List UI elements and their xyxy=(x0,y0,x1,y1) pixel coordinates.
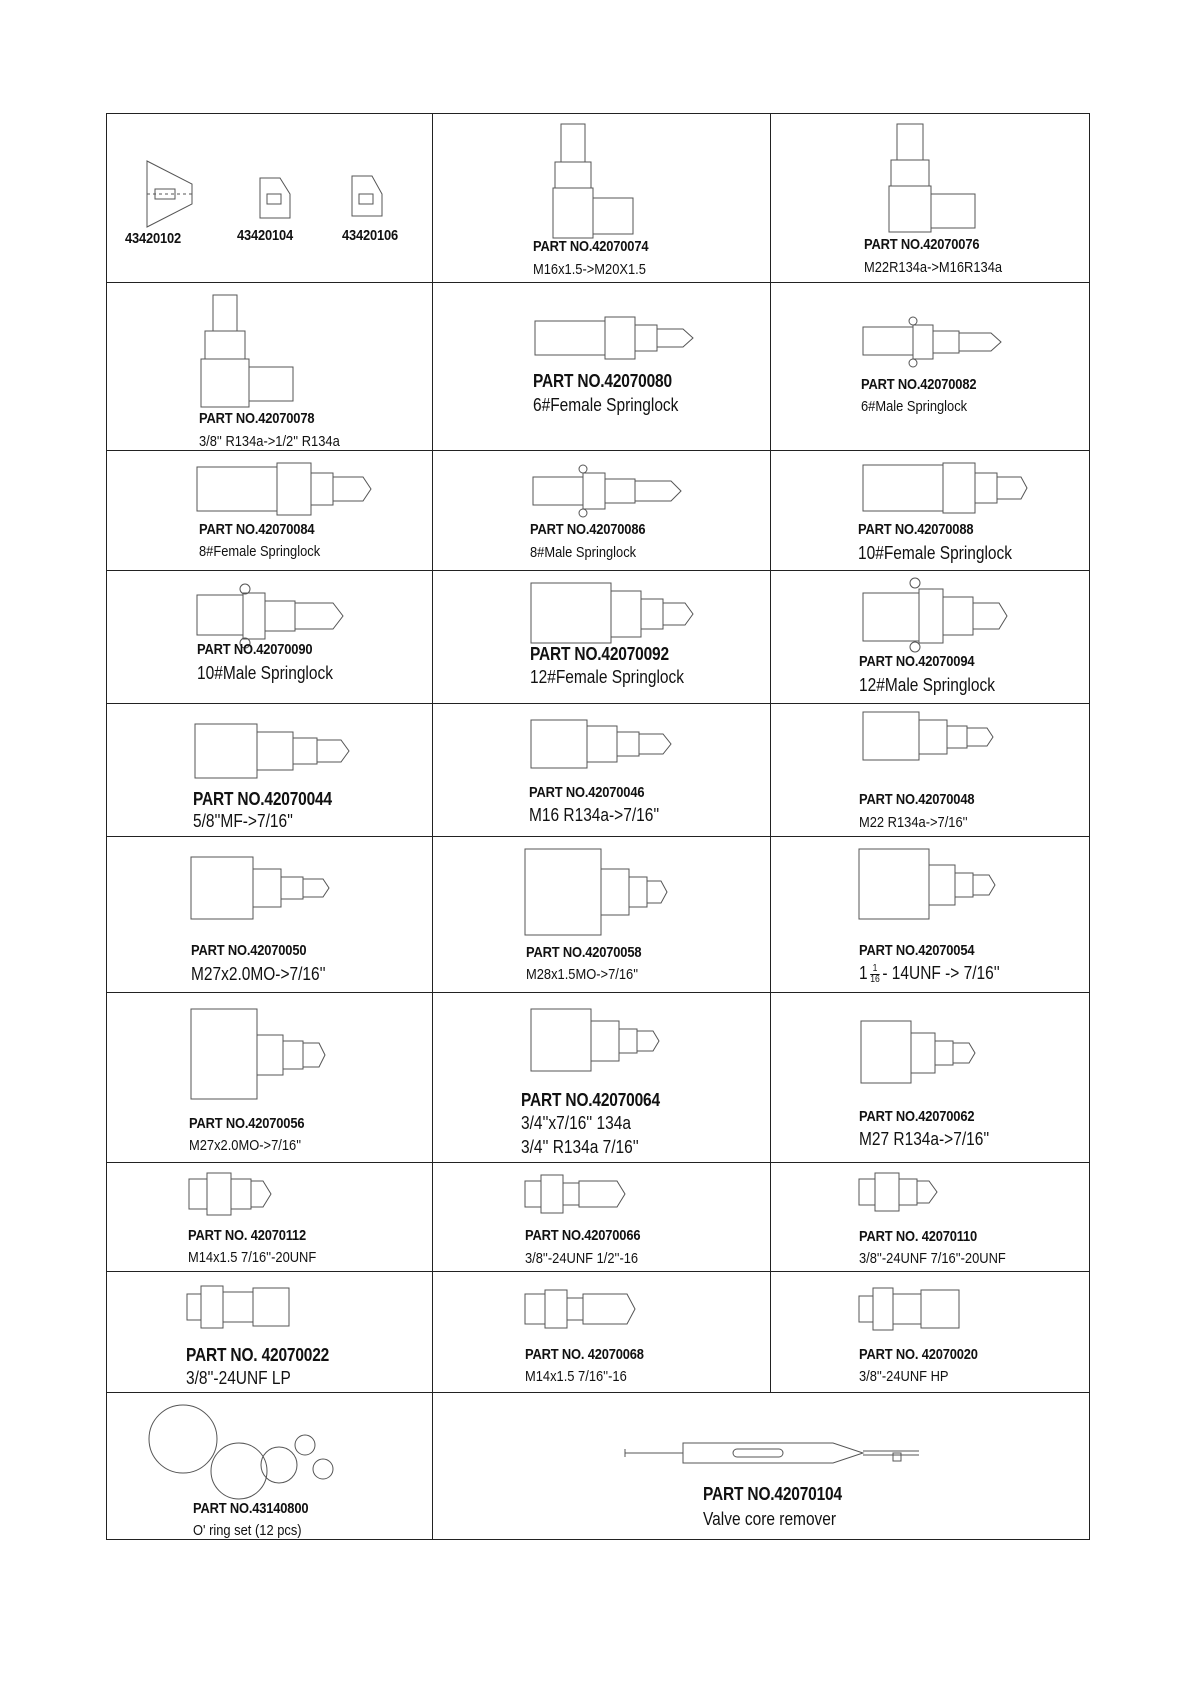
table-row xyxy=(107,1163,1089,1272)
female-springlock-drawing xyxy=(195,459,375,519)
table-cell xyxy=(432,704,770,836)
female-springlock-drawing xyxy=(533,313,703,363)
part-number: PART NO.42070076 xyxy=(864,236,980,253)
table-cell xyxy=(432,993,770,1162)
table-cell xyxy=(107,837,432,992)
table-row xyxy=(107,1272,1089,1393)
adapter-drawing xyxy=(193,716,353,786)
table-cell xyxy=(432,1393,1089,1539)
part-number: PART NO.42070078 xyxy=(199,410,315,427)
part-description: 3/4''x7/16'' 134a xyxy=(521,1113,631,1133)
quick-coupler-lp-drawing xyxy=(185,1282,295,1332)
part-description: M16 R134a->7/16'' xyxy=(529,805,660,825)
adapter-drawing xyxy=(189,1005,339,1105)
table-cell xyxy=(770,1272,1089,1392)
part-number: PART NO.42070084 xyxy=(199,521,315,538)
table-cell xyxy=(432,283,770,450)
table-cell xyxy=(432,571,770,703)
part-number: PART NO.42070086 xyxy=(530,521,646,538)
adapter-drawing xyxy=(861,708,1001,768)
part-number: PART NO.42070074 xyxy=(533,238,649,255)
desc-suffix: - 14UNF -> 7/16'' xyxy=(882,963,1000,983)
flare-adapter-drawing xyxy=(857,1169,947,1215)
table-cell xyxy=(107,1163,432,1271)
part-number: PART NO.42070090 xyxy=(197,641,313,658)
table-cell xyxy=(107,114,432,282)
fraction-numerator: 1 xyxy=(872,962,878,974)
table-cell xyxy=(770,283,1089,450)
part-number: PART NO.42070050 xyxy=(191,942,307,959)
adapter-drawing xyxy=(189,849,339,929)
valve-core-remover-drawing xyxy=(623,1433,923,1473)
female-springlock-drawing xyxy=(529,577,699,653)
part-description: 3/8''-24UNF 7/16''-20UNF xyxy=(859,1250,1006,1267)
part-description: 6#Female Springlock xyxy=(533,395,679,415)
table-cell xyxy=(107,704,432,836)
table-cell xyxy=(770,571,1089,703)
table-cell xyxy=(432,837,770,992)
part-number: 43420106 xyxy=(342,227,399,244)
table-cell xyxy=(107,993,432,1162)
adapter-drawing xyxy=(529,1003,669,1079)
part-description: M14x1.5 7/16''-16 xyxy=(525,1368,627,1385)
table-cell xyxy=(770,451,1089,570)
adapter-drawing xyxy=(523,845,673,941)
part-number: PART NO. 42070022 xyxy=(186,1345,330,1365)
part-number: PART NO.43140800 xyxy=(193,1500,309,1517)
table-cell xyxy=(770,993,1089,1162)
part-description: 6#Male Springlock xyxy=(861,398,968,415)
fraction xyxy=(870,964,880,985)
desc-prefix: 1 xyxy=(859,963,868,983)
part-description: M22R134a->M16R134a xyxy=(864,259,1003,276)
part-number: PART NO.42070088 xyxy=(858,521,974,538)
table-row xyxy=(107,1393,1089,1539)
table-cell xyxy=(107,1272,432,1392)
part-number: 43420104 xyxy=(237,227,294,244)
adapter-drawing xyxy=(529,714,679,774)
part-number: PART NO. 42070020 xyxy=(859,1346,978,1363)
cone-fitting-small-drawing xyxy=(347,172,387,222)
table-cell xyxy=(107,451,432,570)
part-number: PART NO.42070080 xyxy=(533,371,672,391)
part-number: PART NO.42070104 xyxy=(703,1484,842,1504)
parts-table xyxy=(106,113,1090,1540)
table-cell xyxy=(107,571,432,703)
table-cell xyxy=(107,1393,432,1539)
flare-adapter-drawing xyxy=(187,1169,277,1219)
table-row xyxy=(107,283,1089,451)
elbow-adapter-drawing xyxy=(881,122,991,242)
part-number: PART NO.42070092 xyxy=(530,644,669,664)
part-description xyxy=(859,963,1000,985)
part-number: PART NO. 42070068 xyxy=(525,1346,644,1363)
part-number: PART NO.42070082 xyxy=(861,376,977,393)
cone-fitting-large-drawing xyxy=(137,159,197,229)
male-springlock-drawing xyxy=(531,461,701,521)
part-description: 8#Male Springlock xyxy=(530,544,637,561)
adapter-drawing xyxy=(859,1013,989,1093)
table-cell xyxy=(770,837,1089,992)
table-cell xyxy=(432,451,770,570)
part-description: 10#Male Springlock xyxy=(197,663,333,683)
male-springlock-drawing xyxy=(861,575,1031,655)
part-number: PART NO.42070066 xyxy=(525,1227,641,1244)
table-cell xyxy=(107,283,432,450)
part-number: 43420102 xyxy=(125,230,182,247)
part-description: 3/8'' R134a->1/2'' R134a xyxy=(199,433,340,450)
table-cell xyxy=(770,114,1089,282)
part-number: PART NO.42070064 xyxy=(521,1090,660,1110)
part-description: 3/8''-24UNF HP xyxy=(859,1368,949,1385)
part-description: M22 R134a->7/16'' xyxy=(859,814,968,831)
table-row xyxy=(107,571,1089,704)
part-description: M28x1.5MO->7/16'' xyxy=(526,966,639,983)
o-ring-set-drawing xyxy=(147,1401,347,1501)
part-number: PART NO. 42070112 xyxy=(188,1227,307,1244)
part-description: M27 R134a->7/16'' xyxy=(859,1129,990,1149)
elbow-adapter-drawing xyxy=(195,293,305,413)
part-description: 5/8''MF->7/16'' xyxy=(193,811,294,831)
table-cell xyxy=(432,1163,770,1271)
female-springlock-drawing xyxy=(861,459,1031,519)
part-number: PART NO. 42070110 xyxy=(859,1228,978,1245)
part-description: 12#Male Springlock xyxy=(859,675,995,695)
table-row xyxy=(107,837,1089,993)
part-description: M27x2.0MO->7/16'' xyxy=(189,1137,302,1154)
male-springlock-drawing xyxy=(861,313,1021,373)
table-row xyxy=(107,114,1089,283)
part-description: 3/8''-24UNF 1/2''-16 xyxy=(525,1250,639,1267)
part-number: PART NO.42070058 xyxy=(526,944,642,961)
part-description: O' ring set (12 pcs) xyxy=(193,1522,302,1539)
part-number: PART NO.42070048 xyxy=(859,791,975,808)
table-cell xyxy=(770,1163,1089,1271)
table-cell xyxy=(432,1272,770,1392)
part-description: 8#Female Springlock xyxy=(199,543,321,560)
part-description: 3/8''-24UNF LP xyxy=(186,1368,291,1388)
part-description: M16x1.5->M20X1.5 xyxy=(533,261,646,278)
part-number: PART NO.42070062 xyxy=(859,1108,975,1125)
part-description: 10#Female Springlock xyxy=(858,543,1013,563)
part-description-alt: 3/4'' R134a 7/16'' xyxy=(521,1137,639,1157)
elbow-adapter-drawing xyxy=(543,122,653,242)
table-row xyxy=(107,704,1089,837)
cone-fitting-medium-drawing xyxy=(255,174,295,224)
part-number: PART NO.42070044 xyxy=(193,789,332,809)
part-number: PART NO.42070056 xyxy=(189,1115,305,1132)
part-description: M14x1.5 7/16''-20UNF xyxy=(188,1249,317,1266)
part-description: 12#Female Springlock xyxy=(530,667,685,687)
part-number: PART NO.42070094 xyxy=(859,653,975,670)
table-row xyxy=(107,993,1089,1163)
adapter-drawing xyxy=(857,845,1007,925)
table-row xyxy=(107,451,1089,571)
flare-adapter-drawing xyxy=(523,1171,633,1217)
part-number: PART NO.42070054 xyxy=(859,942,975,959)
part-number: PART NO.42070046 xyxy=(529,784,645,801)
part-description: M27x2.0MO->7/16'' xyxy=(191,964,326,984)
flare-adapter-drawing xyxy=(523,1286,643,1332)
table-cell xyxy=(770,704,1089,836)
table-cell xyxy=(432,114,770,282)
fraction-denominator: 16 xyxy=(870,973,880,985)
part-description: Valve core remover xyxy=(703,1509,837,1529)
quick-coupler-hp-drawing xyxy=(857,1284,967,1334)
